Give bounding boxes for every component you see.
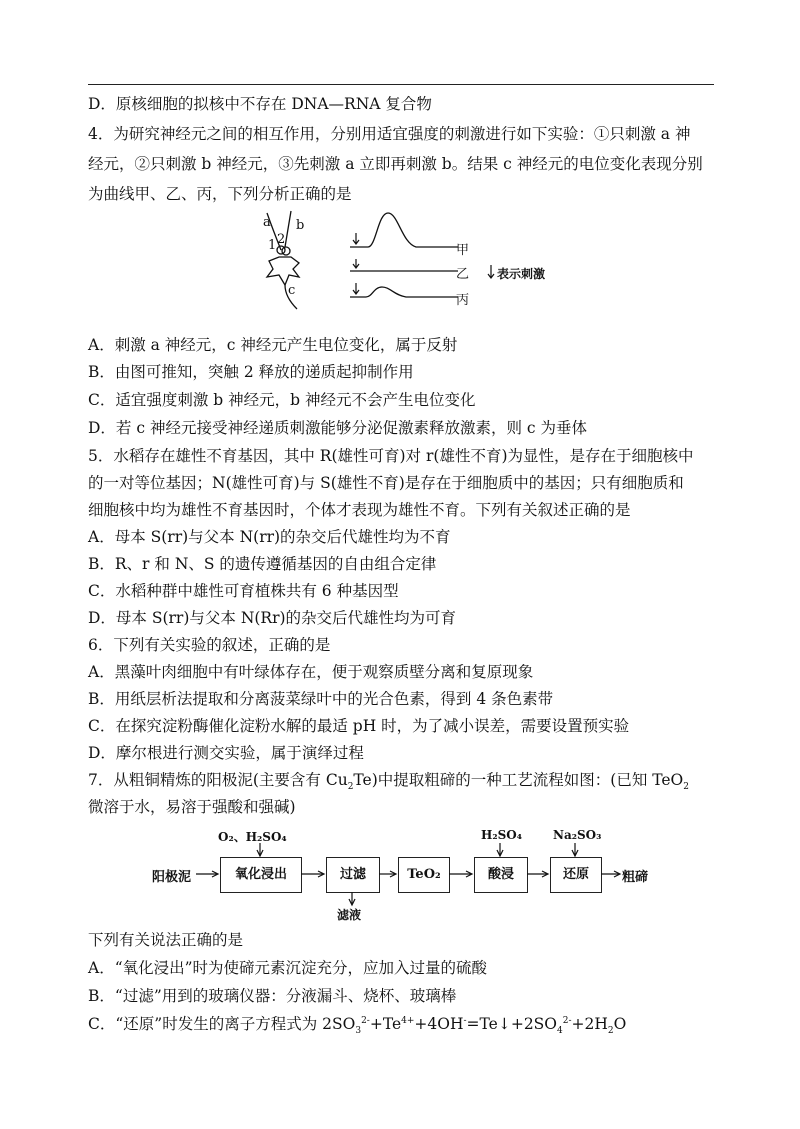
q4-stem-line2: 经元，②只刺激 b 神经元，③先刺激 a 立即再刺激 b。结果 c 神经元的电位变化表现分别 (88, 155, 703, 173)
flow-box-teo2: TeO₂ (398, 857, 450, 893)
q7-option-c (88, 1014, 627, 1037)
q5-option-d: D．母本 S(rr)与父本 N(Rr)的杂交后代雄性均为可育 (88, 609, 457, 627)
q5-option-a: A．母本 S(rr)与父本 N(rr)的杂交后代雄性均为不育 (88, 528, 451, 546)
eq-sup-4plus: 4+ (401, 1015, 415, 1026)
curve-label-jia: 甲 (456, 243, 470, 258)
flow-box-acid-leach: 酸浸 (474, 857, 528, 893)
q6-option-d: D．摩尔根进行测交实验，属于演绎过程 (88, 744, 364, 762)
q4-option-d: D．若 c 神经元接受神经递质刺激能够分泌促激素释放激素，则 c 为垂体 (88, 419, 587, 437)
flow-box-filter: 过滤 (326, 857, 380, 893)
eq-part5: +2H (571, 1015, 608, 1033)
q6-stem: 6．下列有关实验的叙述，正确的是 (88, 636, 331, 654)
q4-stem-line3: 为曲线甲、乙、丙，下列分析正确的是 (88, 185, 352, 203)
q5-stem-line1: 5．水稻存在雄性不育基因，其中 R(雄性可育)对 r(雄性不育)为显性，是存在于细胞核中 (88, 447, 694, 465)
neuron-label-2: 2 (277, 232, 286, 247)
curve-label-yi: 乙 (456, 267, 470, 282)
q7-option-b: B．“过滤”用到的玻璃仪器：分液漏斗、烧杯、玻璃棒 (88, 987, 457, 1005)
q5-stem-line2: 的一对等位基因；N(雄性可育)与 S(雄性不育)是存在于细胞质中的基因；只有细胞质和 (88, 474, 684, 492)
eq-sub2: 2 (607, 1026, 614, 1037)
eq-part6: O (613, 1015, 627, 1033)
q7-prompt: 下列有关说法正确的是 (88, 931, 244, 949)
flow-end: 粗碲 (622, 870, 649, 885)
reagent-h2so4: H₂SO₄ (481, 828, 522, 842)
eq-part3: +4OH (414, 1015, 464, 1033)
q5-option-b: B．R、r 和 N、S 的遗传遵循基因的自由组合定律 (88, 555, 437, 573)
q7-stem-part2: Te)中提取粗碲的一种工艺流程如图：(已知 TeO (353, 771, 684, 789)
q3-option-d: D．原核细胞的拟核中不存在 DNA—RNA 复合物 (88, 95, 432, 113)
neuron-label-1: 1 (268, 238, 277, 253)
eq-sup-2minus: 2- (361, 1015, 370, 1026)
q7-option-a: A．“氧化浸出”时为使碲元素沉淀充分，应加入过量的硫酸 (88, 959, 488, 977)
q6-option-a: A．黑藻叶肉细胞中有叶绿体存在，便于观察质壁分离和复原现象 (88, 663, 534, 681)
q7-sub: 2 (683, 782, 690, 793)
eq-sup-minus: - (463, 1015, 467, 1026)
q5-option-c: C．水稻种群中雄性可育植株共有 6 种基因型 (88, 582, 399, 600)
flow-box-oxidation: 氧化浸出 (220, 857, 302, 893)
q4-option-c: C．适宜强度刺激 b 神经元，b 神经元不会产生电位变化 (88, 391, 476, 409)
eq-sup-2minus: 2- (562, 1015, 572, 1026)
neuron-label-b: b (296, 218, 305, 233)
curve-label-bing: 丙 (456, 293, 470, 308)
q5-stem-line3: 细胞核中均为雄性不育基因时，个体才表现为雄性不育。下列有关叙述正确的是 (88, 501, 631, 519)
reagent-na2so3: Na₂SO₃ (553, 828, 602, 842)
eq-part1: C．“还原”时发生的离子方程式为 2SO (88, 1015, 356, 1033)
q7-stem-part1: 7．从粗铜精炼的阳极泥(主要含有 Cu (88, 771, 348, 789)
eq-part4: =Te↓+2SO (466, 1015, 558, 1033)
flow-box-reduce: 还原 (550, 857, 602, 893)
q6-option-c: C．在探究淀粉酶催化淀粉水解的最适 pH 时，为了减小误差，需要设置预实验 (88, 717, 630, 735)
q4-option-b: B．由图可推知，突触 2 释放的递质起抑制作用 (88, 363, 414, 381)
q7-sub: 2 (347, 782, 354, 793)
neuron-label-c: c (288, 283, 296, 298)
q4-stem-line1: 4．为研究神经元之间的相互作用，分别用适宜强度的刺激进行如下实验：①只刺激 a 神 (88, 125, 691, 143)
q4-option-a: A．刺激 a 神经元，c 神经元产生电位变化，属于反射 (88, 336, 458, 354)
reagent-o2-h2so4: O₂、H₂SO₄ (218, 830, 287, 844)
eq-sub4: 4 (557, 1026, 563, 1037)
q6-option-b: B．用纸层析法提取和分离菠菜绿叶中的光合色素，得到 4 条色素带 (88, 690, 554, 708)
eq-part2: +Te (369, 1015, 402, 1033)
stimulus-legend: 表示刺激 (497, 267, 546, 281)
eq-sub3: 3 (355, 1026, 362, 1037)
neuron-label-a: a (263, 215, 271, 230)
flow-start: 阳极泥 (152, 870, 192, 885)
flow-filtrate: 滤液 (337, 908, 362, 922)
q7-stem-line2: 微溶于水，易溶于强酸和强碱) (88, 798, 296, 816)
